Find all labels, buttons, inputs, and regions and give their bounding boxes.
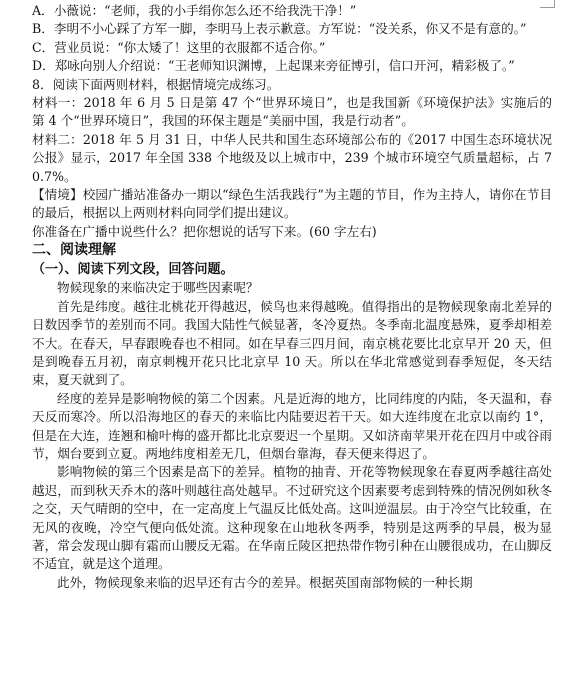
passage-paragraph-1: 首先是纬度。越往北桃花开得越迟，候鸟也来得越晚。值得指出的是物候现象南北差异的日数因季节的差别而不同。我国大陆性气候显著，冬冷夏热。冬季南北温度悬殊，夏季却相差不大。在春天，早春跟晚春也不相同。如在早春三四月间，南京桃花要比北京早开 20 天，但是到晚春五月初，南京刺槐开花只比北京早 10 天。所以在华北常感觉到春季短促，冬天结束，夏天就到了。: [32, 298, 552, 388]
option-a: A．小薇说：“老师，我的小手绢你怎么还不给我洗干净！”: [32, 3, 357, 18]
passage-paragraph-4: 此外，物候现象来临的迟早还有古今的差异。根据英国南部物候的一种长期: [57, 574, 473, 590]
option-c: C．营业员说：“你太矮了！这里的衣服都不适合你。”: [32, 39, 326, 55]
option-d: D．郑咏向别人介绍说：“王老师知识渊博，上起课来旁征博引，信口开河，精彩极了。”: [32, 58, 515, 74]
question-8-prompt: 8．阅读下面两则材料，根据情境完成练习。: [32, 76, 280, 92]
question-text: 你准备在广播中说些什么？把你想说的话写下来。(60 字左右): [32, 223, 377, 239]
situation-text: 【情境】校园广播站准备办一期以“绿色生活我践行”为主题的节目，作为主持人，请你在节目的最后，根据以上两则材料向同学们提出建议。: [32, 187, 552, 221]
material-1: 材料一：2018 年 6 月 5 日是第 47 个“世界环境日”，也是我国新《环境保护法》实施后的第 4 个“世界环境日”，我国的环保主题是“美丽中国，我是行动者”。: [32, 95, 552, 129]
document-content: [32, 2, 552, 592]
passage-title: 物候现象的来临决定于哪些因素呢？: [57, 280, 259, 296]
option-b: B．李明不小心踩了方军一脚，李明马上表示歉意。方军说：“没关系，你又不是有意的。”: [32, 21, 527, 37]
passage-paragraph-2: 经度的差异是影响物候的第二个因素。凡是近海的地方，比同纬度的内陆，冬天温和，春天反而寒冷。所以沿海地区的春天的来临比内陆要迟若干天。如大连纬度在北京以南约 1°，但是在大连，连翘和榆叶梅的盛开都比北京要迟一个星期。又如济南苹果开花在四月中或谷雨节，烟台要到立夏。两地纬度相差无几，但烟台靠海，春天便来得迟了。: [32, 390, 552, 461]
subsection-1-heading: （一）、阅读下列文段，回答问题。: [32, 262, 234, 278]
passage-paragraph-3: 影响物候的第三个因素是高下的差异。植物的抽青、开花等物候现象在春夏两季越往高处越迟，而到秋天乔木的落叶则越往高处越早。不过研究这个因素要考虑到特殊的情况例如秋冬之交，天气晴朗的空中，在一定高度上气温反比低处高。这叫逆温层。由于冷空气比较重，在无风的夜晚，冷空气便向低处流。这种现象在山地秋冬两季，特别是这两季的早晨，极为显著，常会发现山脚有霜而山腰反无霜。在华南丘陵区把热带作物引种在山腰很成功，在山脚反不适宜，就是这个道理。: [32, 464, 552, 572]
material-2: 材料二：2018 年 5 月 31 日，中华人民共和国生态环境部公布的《2017 中国生态环境状况公报》显示，2017 年全国 338 个地级及以上城市中，239 个城市环境空气质量超标，占 70.7%。: [32, 131, 552, 184]
section-2-heading: 二、阅读理解: [32, 242, 116, 259]
